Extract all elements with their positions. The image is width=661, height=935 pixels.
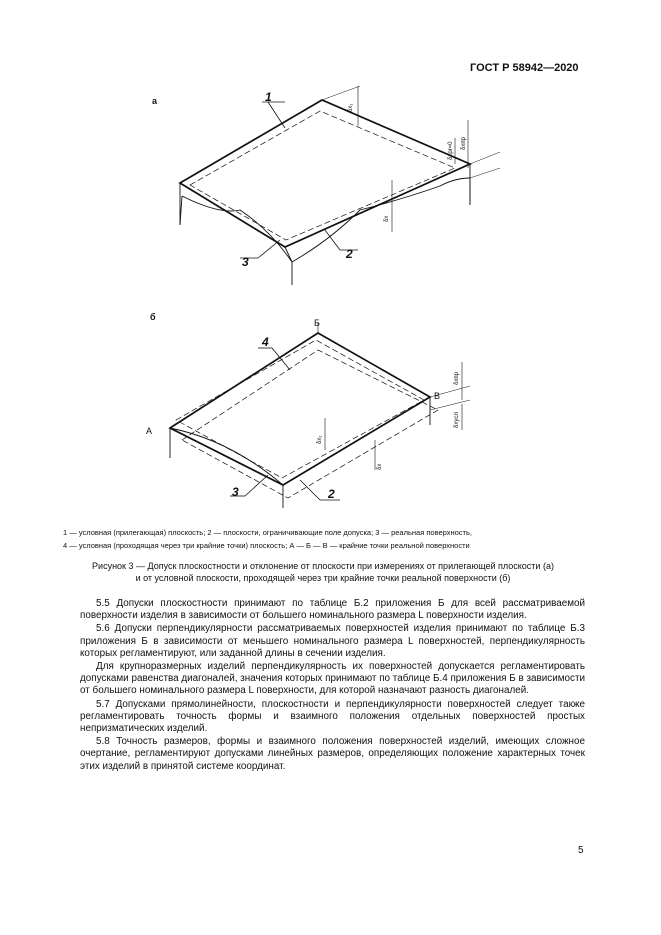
caption-line-2: и от условной плоскости, проходящей через три крайние точки реальной поверхности (б) [135, 573, 511, 583]
plane-1-a [180, 100, 470, 247]
legend-line-1: 1 — условная (прилегающая) плоскость; 2 — плоскости, ограничивающие поле допуска; 3 — реальная поверхность, [63, 528, 472, 537]
point-V: В [434, 391, 441, 401]
figure-caption [63, 560, 583, 584]
panel-b-label: б [150, 312, 156, 322]
dim-dx-b: δx [377, 463, 383, 470]
label-2b: 2 [328, 487, 335, 501]
label-2: 2 [346, 247, 353, 261]
dim-dxpr0: δxpr=0 [448, 141, 454, 160]
plane-4-b [170, 333, 430, 485]
tolerance-plane-a [190, 111, 455, 240]
legend-line-2: 4 — условная (проходящая через три крайние точки) плоскость; А — Б — В — крайние точки реальной поверхности [63, 541, 470, 550]
point-B: Б [314, 318, 320, 328]
paragraph-5-5: 5.5 Допуски плоскостности принимают по таблице Б.2 приложения Б для всей рассматриваемой поверхности изделия в зависимости от большего номинального размера L поверхности изделия. [80, 598, 585, 622]
dim-dxusl: δxуcл [454, 412, 460, 428]
paragraph-large-items: Для крупноразмерных изделий перпендикулярность их поверхностей допускается регламентировать допусками равенства диагоналей, значения которых принимают по таблице Б.4 приложения Б в зависимости от большего номинального размера L поверхности, для которой назначают разность диагоналей. [80, 661, 585, 697]
caption-line-1: Рисунок 3 — Допуск плоскостности и отклонение от плоскости при измерениях от прилегающей плоскости (а) [92, 561, 554, 571]
dim-dx1-b: δx₁ [317, 435, 323, 444]
point-A: А [146, 426, 153, 436]
tolerance-plane-b [176, 340, 424, 478]
page-number: 5 [578, 845, 584, 856]
paragraph-5-7: 5.7 Допусками прямолинейности, плоскостности и перпендикулярности поверхностей следует также регламентировать точность формы и взаимного положения отдельных поверхностей простых непризматических изделий. [80, 698, 585, 735]
body-text [80, 598, 585, 774]
paragraph-5-8: 5.8 Точность размеров, формы и взаимного положения поверхностей изделий, имеющих сложное очертание, регламентируют допусками линейных размеров, определяющих положение характерных точек этих изделий в принятой системе координат. [80, 736, 585, 772]
label-3: 3 [242, 255, 249, 269]
dim-dx1-a: δx₁ [348, 103, 354, 112]
paragraph-5-6: 5.6 Допуски перпендикулярности рассматриваемых поверхностей изделия принимают по таблице Б.3 приложения Б в зависимости от меньшего номинального размера L поверхностей, перпендикулярность которых регламентируют, или заданной длины в сечении изделия. [80, 623, 585, 659]
dim-dxpr-a: δxпр [461, 137, 467, 150]
label-1: 1 [265, 90, 272, 104]
dim-dx-a: δx [384, 215, 390, 222]
panel-a-label: а [152, 96, 158, 106]
label-3b: 3 [232, 485, 239, 499]
real-surface-right-a [292, 178, 470, 262]
label-4: 4 [262, 335, 269, 349]
real-surface-front-a [182, 196, 292, 262]
document-code: ГОСТ Р 58942—2020 [470, 62, 579, 74]
dim-dxpr-b: δxпр [454, 372, 460, 385]
